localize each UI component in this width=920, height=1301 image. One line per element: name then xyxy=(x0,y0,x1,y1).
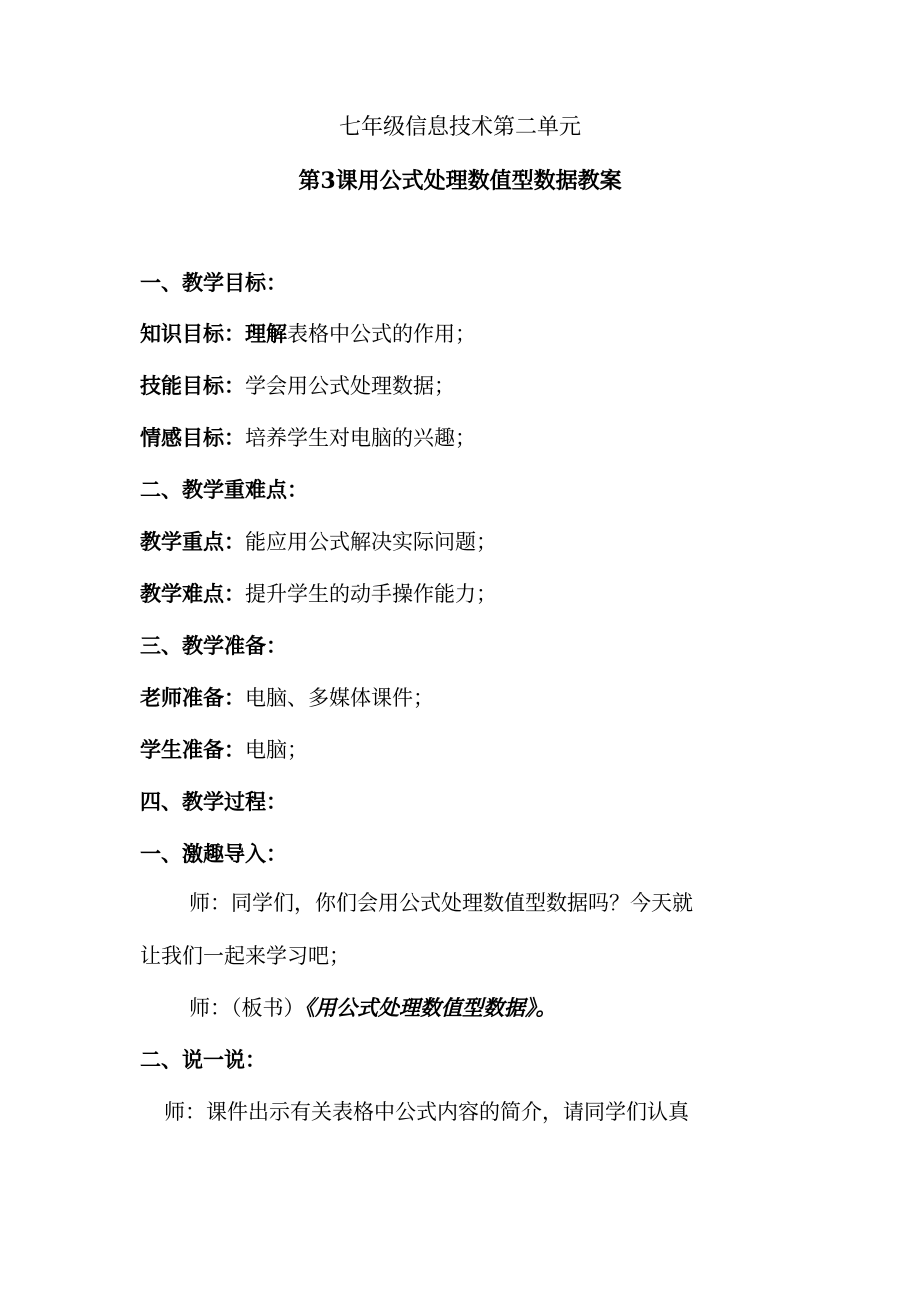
step-heading-discuss: 二、说一说： xyxy=(140,1047,266,1072)
section-heading-objectives: 一、教学目标： xyxy=(140,270,287,295)
knowledge-label: 知识目标： xyxy=(140,321,245,346)
step-heading-intro: 一、激趣导入： xyxy=(140,841,287,866)
student-prep-label: 学生准备： xyxy=(140,737,245,762)
lesson-title: 第3课用公式处理数值型数据教案 xyxy=(298,168,622,194)
teaching-difficulty xyxy=(140,580,497,608)
blackboard-prefix: 师：（板书） xyxy=(189,996,305,1020)
student-preparation xyxy=(140,736,308,764)
difficulty-text: 提升学生的动手操作能力； xyxy=(245,582,497,606)
section-heading-preparation: 三、教学准备： xyxy=(140,633,287,658)
student-prep-text: 电脑； xyxy=(245,738,308,762)
blackboard-line xyxy=(189,994,557,1022)
focus-label: 教学重点： xyxy=(140,529,245,554)
discuss-paragraph-line1: 师：课件出示有关表格中公式内容的简介，请同学们认真 xyxy=(164,1100,689,1124)
knowledge-strong: 理解 xyxy=(245,321,287,346)
teacher-prep-text: 电脑、多媒体课件； xyxy=(245,686,434,710)
difficulty-label: 教学难点： xyxy=(140,581,245,606)
teaching-focus xyxy=(140,528,497,556)
skill-text: 学会用公式处理数据； xyxy=(245,374,455,398)
section-heading-key-points: 二、教学重难点： xyxy=(140,477,308,502)
skill-objective xyxy=(140,372,455,400)
intro-paragraph-line2: 让我们一起来学习吧； xyxy=(140,944,350,968)
emotion-objective xyxy=(140,424,476,452)
emotion-text: 培养学生对电脑的兴趣； xyxy=(245,426,476,450)
knowledge-objective xyxy=(140,320,476,348)
emotion-label: 情感目标： xyxy=(140,425,245,450)
document-title: 七年级信息技术第二单元 xyxy=(338,115,581,140)
focus-text: 能应用公式解决实际问题； xyxy=(245,530,497,554)
skill-label: 技能目标： xyxy=(140,373,245,398)
teacher-prep-label: 老师准备： xyxy=(140,685,245,710)
knowledge-text: 表格中公式的作用； xyxy=(287,322,476,346)
intro-paragraph-line1: 师：同学们，你们会用公式处理数值型数据吗？今天就 xyxy=(189,891,693,915)
blackboard-title: 《用公式处理数值型数据》。 xyxy=(304,995,557,1020)
section-heading-process: 四、教学过程： xyxy=(140,789,287,814)
teacher-preparation xyxy=(140,684,434,712)
